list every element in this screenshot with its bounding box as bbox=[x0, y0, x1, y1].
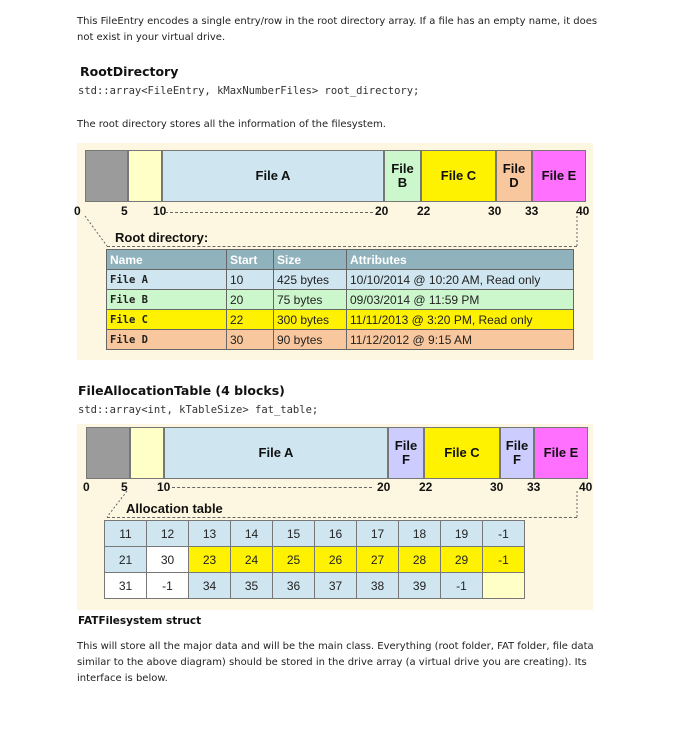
block-file-e: File E bbox=[534, 427, 588, 479]
fat-cell: 17 bbox=[357, 521, 399, 547]
cell-attributes: 10/10/2014 @ 10:20 AM, Read only bbox=[347, 270, 574, 290]
fat-cell: 12 bbox=[147, 521, 189, 547]
table-header-row bbox=[107, 250, 574, 270]
fat-cell: 18 bbox=[399, 521, 441, 547]
fat-figure bbox=[77, 424, 593, 610]
tick-label: 10 bbox=[153, 204, 167, 218]
tick-label: 0 bbox=[74, 204, 81, 218]
block-file-a: File A bbox=[164, 427, 388, 479]
block-file-c: File C bbox=[424, 427, 500, 479]
cell-name: File B bbox=[107, 290, 227, 310]
header-size: Size bbox=[274, 250, 347, 270]
root-directory-table bbox=[106, 249, 574, 350]
fat-filesystem-line-3: interface is below. bbox=[77, 673, 168, 684]
tick-label: 30 bbox=[490, 480, 504, 494]
fat-cell: 30 bbox=[147, 547, 189, 573]
fat-cell: 31 bbox=[105, 573, 147, 599]
tick-label: 33 bbox=[527, 480, 541, 494]
block-file-d-label: File D bbox=[502, 161, 526, 190]
block-file-b-label: File B bbox=[391, 161, 414, 190]
tick-label: 0 bbox=[83, 480, 90, 494]
fat-cell: -1 bbox=[147, 573, 189, 599]
tick-label: 20 bbox=[375, 204, 389, 218]
cell-attributes: 09/03/2014 @ 11:59 PM bbox=[347, 290, 574, 310]
fat-cell: 35 bbox=[231, 573, 273, 599]
cell-attributes: 11/12/2012 @ 9:15 AM bbox=[347, 330, 574, 350]
fat-filesystem-line-2: similar to the above diagram) should be stored in the drive array (a virtual drive you are creating). Its bbox=[77, 657, 587, 668]
cell-attributes: 11/11/2013 @ 3:20 PM, Read only bbox=[347, 310, 574, 330]
tick-label: 5 bbox=[121, 480, 128, 494]
fat-cell: 25 bbox=[273, 547, 315, 573]
fat-cell: 14 bbox=[231, 521, 273, 547]
block-file-f-label: File F bbox=[505, 438, 529, 467]
fat-cell: -1 bbox=[441, 573, 483, 599]
cell-size: 300 bytes bbox=[274, 310, 347, 330]
table-row bbox=[107, 270, 574, 290]
cell-name: File C bbox=[107, 310, 227, 330]
cell-size: 90 bytes bbox=[274, 330, 347, 350]
table-row bbox=[107, 330, 574, 350]
tick-label: 22 bbox=[417, 204, 431, 218]
fat-cell: 34 bbox=[189, 573, 231, 599]
allocation-table bbox=[104, 520, 525, 599]
tick-label: 33 bbox=[525, 204, 539, 218]
fat-cell: 21 bbox=[105, 547, 147, 573]
fat-cell: 29 bbox=[441, 547, 483, 573]
header-start: Start bbox=[227, 250, 274, 270]
cell-name: File D bbox=[107, 330, 227, 350]
fat-cell: 11 bbox=[105, 521, 147, 547]
block-file-c: File C bbox=[421, 150, 496, 202]
root-directory-heading: RootDirectory bbox=[80, 64, 179, 79]
intro-line-2: not exist in your virtual drive. bbox=[77, 32, 226, 43]
table-row bbox=[107, 290, 574, 310]
block-file-f-label: File F bbox=[394, 438, 418, 467]
fat-heading: FileAllocationTable (4 blocks) bbox=[78, 383, 285, 398]
fat-filesystem-line-1: This will store all the major data and will be the main class. Everything (root folder, FAT folder, file data bbox=[77, 641, 594, 652]
fat-cell: 15 bbox=[273, 521, 315, 547]
tick-label: 40 bbox=[576, 204, 590, 218]
fat-cell: 37 bbox=[315, 573, 357, 599]
root-directory-desc: The root directory stores all the information of the filesystem. bbox=[77, 119, 386, 130]
fat-cell: 39 bbox=[399, 573, 441, 599]
tick-label: 20 bbox=[377, 480, 391, 494]
fat-cell: 19 bbox=[441, 521, 483, 547]
fat-cell: 27 bbox=[357, 547, 399, 573]
table-row bbox=[105, 547, 525, 573]
cell-start: 22 bbox=[227, 310, 274, 330]
root-directory-code: std::array<FileEntry, kMaxNumberFiles> root_directory; bbox=[78, 85, 420, 97]
tick-label: 10 bbox=[157, 480, 171, 494]
root-directory-figure bbox=[74, 143, 593, 360]
allocation-table-caption: Allocation table bbox=[126, 501, 223, 516]
fat-cell: -1 bbox=[483, 521, 525, 547]
tick-label: 22 bbox=[419, 480, 433, 494]
cell-name: File A bbox=[107, 270, 227, 290]
fat-cell: 23 bbox=[189, 547, 231, 573]
fat-cell: 24 bbox=[231, 547, 273, 573]
block-file-a: File A bbox=[162, 150, 384, 202]
fat-cell: -1 bbox=[483, 547, 525, 573]
fat-cell: 16 bbox=[315, 521, 357, 547]
block-file-e: File E bbox=[532, 150, 586, 202]
tick-label: 30 bbox=[488, 204, 502, 218]
cell-start: 10 bbox=[227, 270, 274, 290]
fat-cell: 13 bbox=[189, 521, 231, 547]
table-row bbox=[107, 310, 574, 330]
intro-line-1: This FileEntry encodes a single entry/row in the root directory array. If a file has an empty name, it does bbox=[77, 16, 598, 27]
fat-filesystem-heading: FATFilesystem struct bbox=[78, 615, 202, 627]
root-directory-caption: Root directory: bbox=[115, 230, 209, 245]
fat-code: std::array<int, kTableSize> fat_table; bbox=[78, 404, 319, 416]
header-attributes: Attributes bbox=[347, 250, 574, 270]
header-name: Name bbox=[107, 250, 227, 270]
fat-cell: 26 bbox=[315, 547, 357, 573]
fat-cell bbox=[483, 573, 525, 599]
fat-cell: 38 bbox=[357, 573, 399, 599]
cell-size: 425 bytes bbox=[274, 270, 347, 290]
cell-start: 20 bbox=[227, 290, 274, 310]
cell-size: 75 bytes bbox=[274, 290, 347, 310]
fat-cell: 28 bbox=[399, 547, 441, 573]
fat-cell: 36 bbox=[273, 573, 315, 599]
cell-start: 30 bbox=[227, 330, 274, 350]
table-row bbox=[105, 521, 525, 547]
tick-label: 40 bbox=[579, 480, 593, 494]
table-row bbox=[105, 573, 525, 599]
tick-label: 5 bbox=[121, 204, 128, 218]
